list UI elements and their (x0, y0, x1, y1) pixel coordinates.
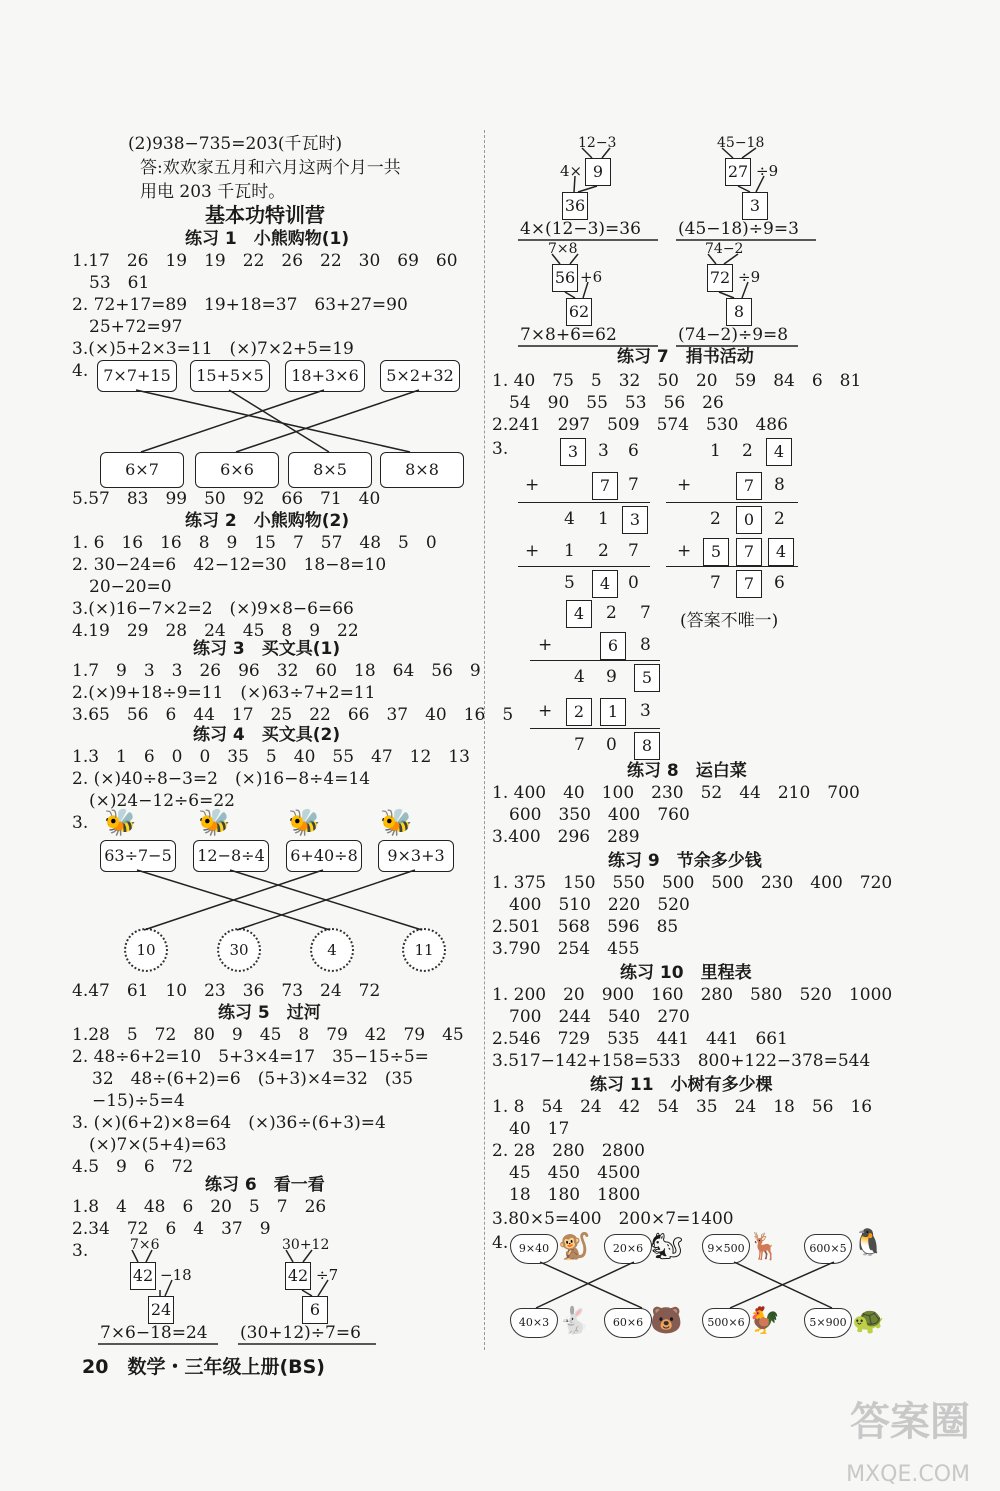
tree-result: 8 (726, 298, 752, 326)
ex9-line-4: 3.790 254 455 (492, 939, 640, 959)
ex6-line-1: 1.8 4 48 6 20 5 7 26 (72, 1197, 327, 1217)
ex7-title: 练习 7 捐书活动 (617, 347, 754, 367)
ex10-line-2: 700 244 540 270 (492, 1007, 690, 1027)
digit: 6 (628, 441, 639, 461)
product-box: 8×5 (288, 452, 372, 488)
flower-answer: 4 (310, 928, 354, 972)
digit-box: 7 (736, 570, 762, 598)
digit-box: 0 (736, 506, 762, 534)
watermark-url: MXQE.COM (846, 1462, 970, 1487)
ex2-line-3: 20−20=0 (72, 577, 172, 597)
ex10-line-4: 3.517−142+158=533 800+122−378=544 (492, 1051, 871, 1071)
ex1-title: 练习 1 小熊购物(1) (185, 229, 350, 249)
digit-box: 7 (592, 472, 618, 500)
ex7-line-3: 2.241 297 509 574 530 486 (492, 415, 788, 435)
ex10-line-1: 1. 200 20 900 160 280 580 520 1000 (492, 985, 893, 1005)
plus: + (677, 475, 692, 495)
digit-box: 7 (736, 472, 762, 500)
turtle-icon: 🐢 (852, 1306, 885, 1336)
ex1-q5: 5.57 83 99 50 92 66 71 40 (72, 489, 381, 509)
digit-box: 4 (566, 600, 592, 628)
digit: 7 (710, 573, 721, 593)
intro-line-1: (2)938−735=203(千瓦时) (128, 134, 343, 154)
intro-line-3: 用电 203 千瓦时。 (140, 182, 286, 202)
digit-box: 2 (566, 698, 592, 726)
tree-top: 30+12 (282, 1237, 330, 1253)
bee-icon: 🐝 (198, 808, 231, 838)
digit: 3 (598, 441, 609, 461)
ex3-title: 练习 3 买文具(1) (193, 639, 341, 659)
ex5-line-7: 4.5 9 6 72 (72, 1157, 194, 1177)
heart-expr: 5×900 (804, 1308, 852, 1338)
ex1-line-2: 53 61 (72, 273, 150, 293)
heart-expr: 40×3 (510, 1308, 558, 1338)
ex8-line-2: 600 350 400 760 (492, 805, 690, 825)
ex1-line-3: 2. 72+17=89 19+18=37 63+27=90 (72, 295, 408, 315)
plus: + (525, 541, 540, 561)
tree-box: 72 (707, 264, 733, 292)
expr-box: 12−8÷4 (193, 840, 269, 872)
penguin-icon: 🐧 (852, 1228, 885, 1258)
tree-equation: 7×8+6=62 (520, 325, 617, 345)
tree-top: 74−2 (705, 241, 744, 257)
ex11-line-5: 18 180 1800 (492, 1185, 641, 1205)
plus: + (525, 475, 540, 495)
ex6-line-3: 3. (72, 1241, 89, 1261)
expr-box: 15+5×5 (190, 360, 270, 392)
digit: 6 (774, 573, 785, 593)
tree-top: 7×6 (130, 1237, 160, 1253)
ex1-line-4: 25+72=97 (72, 317, 183, 337)
tree-box: 9 (585, 158, 611, 186)
tree-result: 3 (742, 192, 768, 220)
bear-icon: 🐻 (650, 1306, 683, 1336)
ex11-line-6: 3.80×5=400 200×7=1400 (492, 1209, 734, 1229)
tree-result: 6 (302, 1296, 328, 1324)
ex8-line-1: 1. 400 40 100 230 52 44 210 700 (492, 783, 860, 803)
tree-box: 56 (552, 264, 578, 292)
ex2-line-2: 2. 30−24=6 42−12=30 18−8=10 (72, 555, 387, 575)
digit: 2 (598, 541, 609, 561)
ex5-line-5: 3. (×)(6+2)×8=64 (×)36÷(6+3)=4 (72, 1113, 386, 1133)
digit-box: 4 (592, 570, 618, 598)
flower-answer: 10 (124, 928, 168, 972)
bee-icon: 🐝 (104, 808, 137, 838)
digit: 3 (640, 701, 651, 721)
ex5-line-6: (×)7×(5+4)=63 (72, 1135, 227, 1155)
product-box: 6×7 (100, 452, 184, 488)
ex11-line-4: 45 450 4500 (492, 1163, 641, 1183)
tree-result: 24 (148, 1296, 174, 1324)
bee-icon: 🐝 (380, 808, 413, 838)
ex3-line-2: 2.(×)9+18÷9=11 (×)63÷7+2=11 (72, 683, 376, 703)
product-box: 6×6 (195, 452, 279, 488)
ex5-line-2: 2. 48÷6+2=10 5+3×4=17 35−15÷5= (72, 1047, 429, 1067)
expr-box: 18+3×6 (285, 360, 365, 392)
ex1-line-6: 4. (72, 361, 89, 381)
tree-op: +6 (580, 268, 603, 286)
heart-expr: 9×40 (510, 1234, 558, 1264)
digit-box: 4 (768, 538, 794, 566)
ex5-title: 练习 5 过河 (218, 1003, 321, 1023)
digit: 1 (710, 441, 721, 461)
watermark-logo: 答案圈 (850, 1399, 970, 1445)
ex9-line-1: 1. 375 150 550 500 500 230 400 720 (492, 873, 893, 893)
section-title: 基本功特训营 (205, 203, 325, 227)
digit: 8 (640, 635, 651, 655)
expr-box: 6+40÷8 (286, 840, 362, 872)
tree-top: 45−18 (717, 135, 765, 151)
ex5-line-3: 32 48÷(6+2)=6 (5+3)×4=32 (35 (92, 1069, 414, 1089)
monkey-icon: 🐒 (558, 1232, 591, 1262)
heart-expr: 20×6 (604, 1234, 652, 1264)
digit: 8 (774, 475, 785, 495)
note: (答案不唯一) (680, 611, 779, 631)
tree-box: 42 (130, 1262, 156, 1290)
plus: + (677, 541, 692, 561)
expr-box: 63÷7−5 (100, 840, 176, 872)
expr-box: 5×2+32 (380, 360, 460, 392)
digit-box: 3 (560, 438, 586, 466)
ex7-line-1: 1. 40 75 5 32 50 20 59 84 6 81 (492, 371, 862, 391)
digit-box: 3 (622, 506, 648, 534)
tree-equation: (74−2)÷9=8 (678, 325, 789, 345)
digit: 1 (564, 541, 575, 561)
ex2-title: 练习 2 小熊购物(2) (185, 511, 350, 531)
page-footer: 20 数学・三年级上册(BS) (82, 1356, 325, 1378)
ex6-line-2: 2.34 72 6 4 37 9 (72, 1219, 271, 1239)
digit-box: 6 (600, 632, 626, 660)
digit: 2 (774, 509, 785, 529)
tree-box: 42 (285, 1262, 311, 1290)
ex9-line-3: 2.501 568 596 85 (492, 917, 679, 937)
tree-result: 62 (566, 298, 592, 326)
flower-answer: 30 (217, 928, 261, 972)
product-box: 8×8 (380, 452, 464, 488)
ex2-line-5: 4.19 29 28 24 45 8 9 22 (72, 621, 359, 641)
ex10-title: 练习 10 里程表 (620, 963, 752, 983)
digit: 4 (564, 509, 575, 529)
tree-op: −18 (160, 1266, 192, 1284)
digit-box: 7 (736, 538, 762, 566)
digit: 7 (640, 603, 651, 623)
ex8-line-3: 3.400 296 289 (492, 827, 640, 847)
digit-box: 1 (600, 698, 626, 726)
ex4-title: 练习 4 买文具(2) (193, 725, 341, 745)
tree-equation: 7×6−18=24 (100, 1323, 208, 1343)
digit: 0 (606, 735, 617, 755)
ex2-line-1: 1. 6 16 16 8 9 15 7 57 48 5 0 (72, 533, 437, 553)
expr-box: 9×3+3 (378, 840, 454, 872)
digit-box: 8 (634, 732, 660, 760)
bee-icon: 🐝 (288, 808, 321, 838)
ex10-line-3: 2.546 729 535 441 441 661 (492, 1029, 788, 1049)
digit-box: 5 (703, 538, 729, 566)
ex3-line-1: 1.7 9 3 3 26 96 32 60 18 64 56 9 (72, 661, 481, 681)
digit: 2 (742, 441, 753, 461)
ex1-line-5: 3.(×)5+2×3=11 (×)7×2+5=19 (72, 339, 354, 359)
digit: 7 (628, 541, 639, 561)
digit: 0 (628, 573, 639, 593)
intro-line-2: 答:欢欢家五月和六月这两个月一共 (140, 158, 401, 178)
rabbit-icon: 🐇 (558, 1306, 591, 1336)
expr-box: 7×7+15 (97, 360, 177, 392)
ex5-line-4: −15)÷5=4 (92, 1091, 185, 1111)
ex4-line-3: (×)24−12÷6=22 (72, 791, 235, 811)
tree-op: ÷9 (756, 162, 779, 180)
squirrel-icon: 🐿 (650, 1232, 684, 1262)
digit-box: 4 (766, 438, 792, 466)
ex9-title: 练习 9 节余多少钱 (608, 851, 762, 871)
digit: 2 (606, 603, 617, 623)
heart-expr: 500×6 (702, 1308, 750, 1338)
tree-op: ÷9 (738, 268, 761, 286)
ex8-title: 练习 8 运白菜 (627, 761, 747, 781)
digit: 7 (574, 735, 585, 755)
ex4-line-2: 2. (×)40÷8−3=2 (×)16−8÷4=14 (72, 769, 371, 789)
plus: + (538, 701, 553, 721)
tree-prefix: 4× (560, 162, 583, 180)
tree-equation: (30+12)÷7=6 (240, 1323, 361, 1343)
ex3-line-3: 3.65 56 6 44 17 25 22 66 37 40 16 5 (72, 705, 514, 725)
plus: + (538, 635, 553, 655)
ex11-line-3: 2. 28 280 2800 (492, 1141, 645, 1161)
ex6-title: 练习 6 看一看 (205, 1175, 325, 1195)
digit: 9 (606, 667, 617, 687)
heart-expr: 9×500 (702, 1234, 750, 1264)
rooster-icon: 🐓 (748, 1306, 781, 1336)
ex11-line-2: 40 17 (492, 1119, 570, 1139)
ex7-line-2: 54 90 55 53 56 26 (492, 393, 724, 413)
digit: 2 (710, 509, 721, 529)
ex5-line-1: 1.28 5 72 80 9 45 8 79 42 79 45 (72, 1025, 464, 1045)
tree-top: 12−3 (578, 135, 617, 151)
ex1-line-1: 1.17 26 19 19 22 26 22 30 69 60 (72, 251, 458, 271)
ex11-title: 练习 11 小树有多少棵 (590, 1075, 773, 1095)
digit-box: 5 (634, 664, 660, 692)
ex11-line-7: 4. (492, 1233, 509, 1253)
ex4-line-4: 3. (72, 813, 89, 833)
ex9-line-2: 400 510 220 520 (492, 895, 690, 915)
ex4-q4: 4.47 61 10 23 36 73 24 72 (72, 981, 381, 1001)
tree-result: 36 (562, 192, 588, 220)
tree-equation: 4×(12−3)=36 (520, 219, 641, 239)
ex11-line-1: 1. 8 54 24 42 54 35 24 18 56 16 (492, 1097, 873, 1117)
heart-expr: 60×6 (604, 1308, 652, 1338)
tree-equation: (45−18)÷9=3 (678, 219, 799, 239)
digit: 1 (598, 509, 609, 529)
ex4-line-1: 1.3 1 6 0 0 35 5 40 55 47 12 13 (72, 747, 470, 767)
digit: 4 (574, 667, 585, 687)
heart-expr: 600×5 (804, 1234, 852, 1264)
ex7-line-4: 3. (492, 439, 509, 459)
ex2-line-4: 3.(×)16−7×2=2 (×)9×8−6=66 (72, 599, 354, 619)
tree-op: ÷7 (316, 1266, 339, 1284)
deer-icon: 🦌 (748, 1232, 781, 1262)
tree-top: 7×8 (548, 241, 578, 257)
tree-box: 27 (725, 158, 751, 186)
flower-answer: 11 (402, 928, 446, 972)
digit: 7 (628, 475, 639, 495)
digit: 5 (564, 573, 575, 593)
